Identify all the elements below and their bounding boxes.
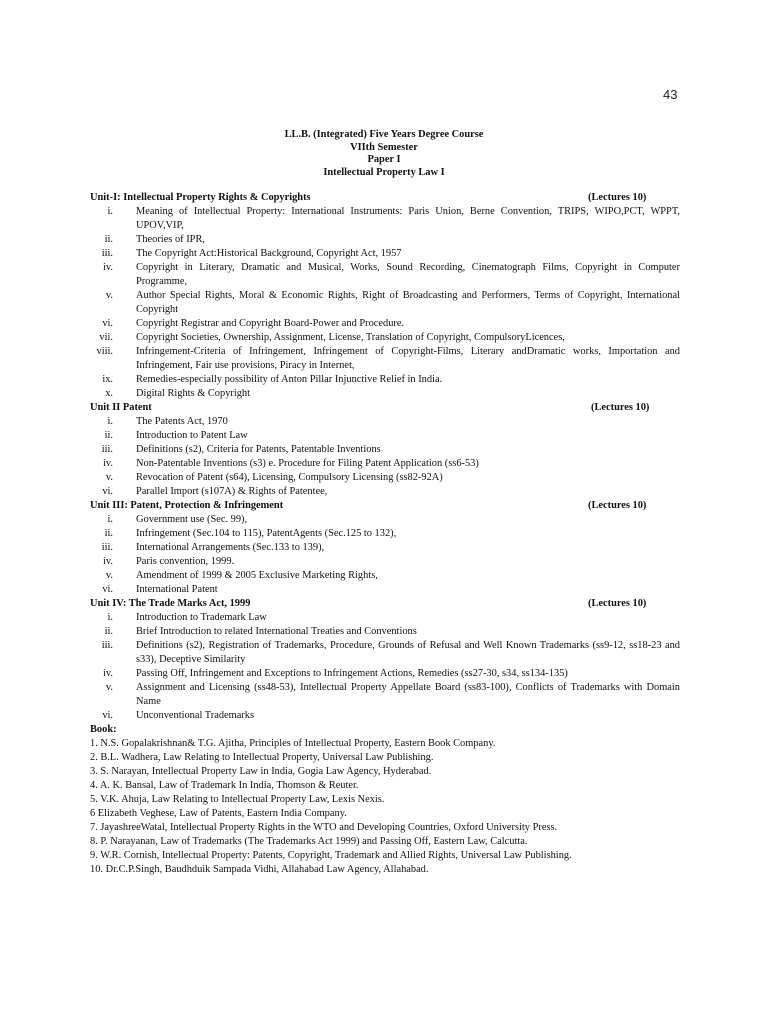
item-text: Copyright Registrar and Copyright Board-Power and Procedure. [136,318,405,329]
item-number: viii. [96,346,113,357]
item-text: Parallel Import (s107A) & Rights of Patentee, [136,486,328,497]
item-number: iv. [102,262,113,273]
unit-title: Unit III: Patent, Protection & Infringement [90,500,284,511]
item-text: Meaning of Intellectual Property: International Instruments: Paris Union, Berne Convention, TRIPS, WIPO,PCT, WPPT, UPOV,VIP, [136,206,680,231]
item-text: Introduction to Trademark Law [136,612,267,623]
syllabus-content [90,191,680,877]
item-text: Infringement (Sec.104 to 115), PatentAgents (Sec.125 to 132), [136,528,397,539]
syllabus-item [90,429,680,443]
item-number: iii. [101,640,113,651]
paper-label: Paper I [367,154,401,166]
item-number: ii. [104,234,113,245]
item-number: i. [107,206,113,217]
unit-title: Unit-I: Intellectual Property Rights & Copyrights [90,192,311,203]
item-number: ii. [104,430,113,441]
item-number: ix. [102,374,113,385]
unit-title: Unit II Patent [90,402,152,413]
item-number: v. [105,290,113,301]
book-entry: 5. V.K. Ahuja, Law Relating to Intellectual Property Law, Lexis Nexis. [90,794,385,805]
syllabus-item [90,457,680,471]
item-number: i. [107,612,113,623]
item-text: Author Special Rights, Moral & Economic Rights, Right of Broadcasting and Performers, Terms of Copyright, International Copyright [136,290,680,315]
syllabus-item [90,569,680,583]
item-text: Digital Rights & Copyright [136,388,251,399]
page-number: 43 [663,87,678,102]
unit-heading [90,499,680,513]
unit-lectures: (Lectures 10) [591,402,650,413]
item-number: ii. [104,528,113,539]
item-number: iii. [101,444,113,455]
books-list [90,737,680,877]
syllabus-item [90,639,680,667]
item-number: iii. [101,542,113,553]
item-text: Introduction to Patent Law [136,430,248,441]
syllabus-item [90,247,680,261]
book-entry: 9. W.R. Cornish, Intellectual Property: Patents, Copyright, Trademark and Allied Rights, Universal Law Publishing. [90,850,572,861]
item-text: Remedies-especially possibility of Anton Pillar Injunctive Relief in India. [136,374,443,385]
unit-title: Unit IV: The Trade Marks Act, 1999 [90,598,251,609]
syllabus-item [90,443,680,457]
book-entry: 6 Elizabeth Veghese, Law of Patents, Eastern India Company. [90,808,347,819]
item-number: vi. [102,584,113,595]
item-text: Definitions (s2), Registration of Trademarks, Procedure, Grounds of Refusal and Well Known Trademarks (ss9-12, ss18-23 and s33), Deceptive Similarity [136,640,680,665]
syllabus-item [90,555,680,569]
book-entry: 8. P. Narayanan, Law of Trademarks (The Trademarks Act 1999) and Passing Off, Eastern Law, Calcutta. [90,836,528,847]
book-entry: 4. A. K. Bansal, Law of Trademark In India, Thomson & Reuter. [90,780,359,791]
item-number: v. [105,570,113,581]
item-text: Revocation of Patent (s64), Licensing, Compulsory Licensing (ss82-92A) [136,472,443,483]
item-number: x. [105,388,113,399]
item-number: iv. [102,556,113,567]
unit-lectures: (Lectures 10) [588,192,647,203]
item-number: ii. [104,626,113,637]
unit-heading [90,191,680,205]
item-number: vi. [102,486,113,497]
syllabus-item [90,317,680,331]
item-text: Copyright Societies, Ownership, Assignment, License, Translation of Copyright, CompulsoryLicences, [136,332,565,343]
syllabus-item [90,709,680,723]
item-text: Assignment and Licensing (ss48-53), Intellectual Property Appellate Board (ss83-100), Conflicts of Trademarks with Domain Name [136,682,680,707]
item-number: v. [105,472,113,483]
unit-lectures: (Lectures 10) [588,598,647,609]
book-entry: 7. JayashreeWatal, Intellectual Property Rights in the WTO and Developing Countries, Oxford University Press. [90,822,558,833]
item-text: Copyright in Literary, Dramatic and Musical, Works, Sound Recording, Cinematograph Films, Copyright in Computer Programme, [136,262,680,287]
item-text: Definitions (s2), Criteria for Patents, Patentable Inventions [136,444,381,455]
item-text: Government use (Sec. 99), [136,514,248,525]
item-number: iv. [102,458,113,469]
syllabus-item [90,471,680,485]
item-text: Brief Introduction to related International Treaties and Conventions [136,626,417,637]
item-text: International Patent [136,584,218,595]
item-number: v. [105,682,113,693]
item-text: International Arrangements (Sec.133 to 139), [136,542,325,553]
book-entry: 3. S. Narayan, Intellectual Property Law in India, Gogia Law Agency, Hyderabad. [90,766,432,777]
book-entry: 2. B.L. Wadhera, Law Relating to Intellectual Property, Universal Law Publishing. [90,752,434,763]
item-number: iii. [101,248,113,259]
syllabus-item [90,681,680,709]
semester-label: VIIth Semester [350,141,418,153]
paper-title: Intellectual Property Law I [323,166,445,178]
syllabus-item [90,261,680,289]
syllabus-item [90,289,680,317]
syllabus-item [90,345,680,373]
item-number: iv. [102,668,113,679]
syllabus-item [90,205,680,233]
item-text: Passing Off, Infringement and Exceptions to Infringement Actions, Remedies (ss27-30, s34, ss134-135) [136,668,568,679]
syllabus-item [90,331,680,345]
item-number: i. [107,514,113,525]
syllabus-item [90,583,680,597]
course-header [0,129,768,179]
item-text: Paris convention, 1999. [136,556,235,567]
syllabus-item [90,387,680,401]
syllabus-item [90,667,680,681]
syllabus-item [90,541,680,555]
item-text: Amendment of 1999 & 2005 Exclusive Marketing Rights, [136,570,378,581]
syllabus-item [90,625,680,639]
syllabus-item [90,611,680,625]
syllabus-item [90,415,680,429]
book-entry: 10. Dr.C.P.Singh, Baudhduik Sampada Vidhi, Allahabad Law Agency, Allahabad. [90,864,429,875]
course-title: LL.B. (Integrated) Five Years Degree Course [284,129,484,140]
syllabus-item [90,485,680,499]
item-text: The Copyright Act:Historical Background, Copyright Act, 1957 [136,248,402,259]
item-text: Theories of IPR, [136,234,205,245]
item-text: The Patents Act, 1970 [136,416,228,427]
item-number: vi. [102,318,113,329]
item-number: vii. [99,332,113,343]
item-text: Non-Patentable Inventions (s3) e. Procedure for Filing Patent Application (ss6-53) [136,458,479,469]
book-entry: 1. N.S. Gopalakrishnan& T.G. Ajitha, Principles of Intellectual Property, Eastern Book Company. [90,738,496,749]
unit-heading [90,401,680,415]
syllabus-item [90,527,680,541]
item-text: Unconventional Trademarks [136,710,255,721]
syllabus-item [90,513,680,527]
item-number: i. [107,416,113,427]
syllabus-item [90,233,680,247]
unit-heading [90,597,680,611]
books-heading: Book: [90,724,117,735]
item-number: vi. [102,710,113,721]
item-text: Infringement-Criteria of Infringement, Infringement of Copyright-Films, Literary andDramatic works, Importation and Infringement, Fair use provisions, Piracy in Internet, [136,346,680,371]
syllabus-item [90,373,680,387]
units-container [90,191,680,723]
unit-lectures: (Lectures 10) [588,500,647,511]
